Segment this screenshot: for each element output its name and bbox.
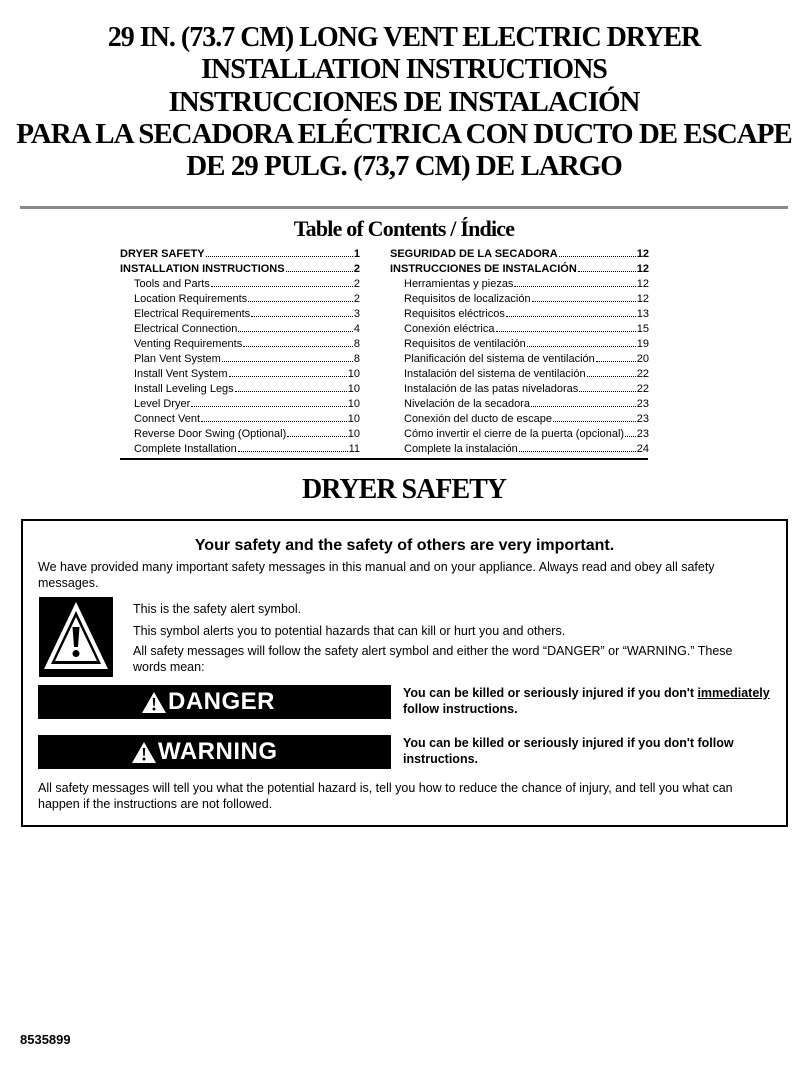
toc-entry-label: Plan Vent System — [134, 353, 221, 365]
toc-leader-dots — [222, 360, 353, 362]
toc-entry-page: 19 — [636, 338, 649, 350]
toc-leader-dots — [238, 330, 353, 332]
toc-entry-page: 8 — [353, 338, 360, 350]
safety-message-box — [21, 519, 788, 827]
toc-leader-dots — [532, 300, 636, 302]
toc-entry-page: 22 — [636, 383, 649, 395]
toc-entry[interactable] — [120, 397, 360, 412]
toc-entry-page: 2 — [353, 293, 360, 305]
toc-leader-dots — [625, 435, 636, 437]
toc-leader-dots — [496, 330, 636, 332]
toc-leader-dots — [243, 345, 353, 347]
toc-entry-label: Level Dryer — [134, 398, 191, 410]
toc-leader-dots — [506, 315, 636, 317]
toc-leader-dots — [201, 420, 347, 422]
safety-intro-text: We have provided many important safety messages in this manual and on your appliance. Always read and obey all safety messages. — [38, 560, 715, 590]
toc-leader-dots — [235, 390, 347, 392]
toc-entry-page: 12 — [636, 278, 649, 290]
danger-desc-part2: follow instructions. — [403, 702, 518, 716]
toc-leader-dots — [514, 285, 635, 287]
toc-entry[interactable] — [120, 352, 360, 367]
warning-signal-bar — [38, 735, 391, 769]
toc-entry[interactable] — [120, 382, 360, 397]
title-es-line2: PARA LA SECADORA ELÉCTRICA CON DUCTO DE ESCAPE — [16, 118, 792, 150]
document-title — [0, 22, 808, 182]
toc-entry-page: 2 — [353, 278, 360, 290]
toc-entry[interactable] — [390, 277, 649, 292]
toc-leader-dots — [527, 345, 636, 347]
toc-entry-page: 12 — [636, 263, 649, 275]
toc-entry-label: Conexión del ducto de escape — [404, 413, 552, 425]
toc-entry-page: 23 — [636, 413, 649, 425]
toc-entry-label: Herramientas y piezas — [404, 278, 514, 290]
toc-leader-dots — [287, 435, 347, 437]
toc-entry[interactable] — [120, 292, 360, 307]
toc-entry-label: Install Leveling Legs — [134, 383, 234, 395]
toc-entry-page: 1 — [353, 248, 360, 260]
toc-entry-page: 10 — [347, 368, 360, 380]
toc-entry-label: Conexión eléctrica — [404, 323, 495, 335]
toc-entry[interactable] — [120, 442, 360, 457]
title-en-line2: INSTALLATION INSTRUCTIONS — [201, 54, 607, 85]
toc-entry[interactable] — [120, 412, 360, 427]
toc-entry[interactable] — [390, 367, 649, 382]
toc-entry-label: Electrical Connection — [134, 323, 238, 335]
toc-leader-dots — [559, 255, 636, 257]
toc-entry[interactable] — [390, 247, 649, 262]
toc-leader-dots — [248, 300, 353, 302]
toc-entry-label: Reverse Door Swing (Optional) — [134, 428, 287, 440]
toc-leader-dots — [238, 450, 348, 452]
danger-alert-icon — [142, 692, 166, 713]
toc-entry-label: Nivelación de la secadora — [404, 398, 530, 410]
toc-entry-page: 10 — [347, 428, 360, 440]
toc-leader-dots — [211, 285, 353, 287]
toc-entry-page: 12 — [636, 293, 649, 305]
toc-entry-page: 2 — [353, 263, 360, 275]
danger-desc-emphasis: immediately — [697, 686, 770, 700]
toc-entry[interactable] — [390, 292, 649, 307]
toc-entry-label: Tools and Parts — [134, 278, 210, 290]
toc-leader-dots — [531, 405, 636, 407]
toc-entry-label: Instalación del sistema de ventilación — [404, 368, 586, 380]
toc-entry[interactable] — [390, 412, 649, 427]
title-divider — [20, 206, 788, 209]
toc-entry-label: INSTALLATION INSTRUCTIONS — [120, 263, 285, 275]
toc-spanish-column — [390, 247, 649, 457]
danger-signal-bar — [38, 685, 391, 719]
toc-entry-label: Complete la instalación — [404, 443, 518, 455]
toc-leader-dots — [206, 255, 353, 257]
toc-entry-label: INSTRUCCIONES DE INSTALACIÓN — [390, 263, 577, 275]
danger-description — [403, 685, 783, 717]
toc-entry[interactable] — [390, 337, 649, 352]
toc-entry-page: 11 — [348, 443, 360, 455]
toc-entry-page: 8 — [353, 353, 360, 365]
symbol-description-3: All safety messages will follow the safety alert symbol and either the word “DANGER” or “WARNING.” These words mean: — [133, 644, 733, 674]
toc-entry-label: Requisitos eléctricos — [404, 308, 505, 320]
toc-entry-label: Requisitos de ventilación — [404, 338, 526, 350]
toc-entry[interactable] — [390, 427, 649, 442]
toc-entry-page: 13 — [636, 308, 649, 320]
toc-divider — [120, 458, 648, 460]
toc-entry-page: 24 — [636, 443, 649, 455]
toc-entry-label: Venting Requirements — [134, 338, 243, 350]
toc-entry-page: 10 — [347, 383, 360, 395]
toc-entry-label: Planificación del sistema de ventilación — [404, 353, 595, 365]
toc-heading: Table of Contents / Índice — [293, 216, 515, 241]
title-es-line1: INSTRUCCIONES DE INSTALACIÓN — [168, 86, 640, 118]
toc-leader-dots — [519, 450, 636, 452]
toc-entry-page: 23 — [636, 398, 649, 410]
toc-entry-label: Complete Installation — [134, 443, 237, 455]
toc-entry[interactable] — [390, 397, 649, 412]
dryer-safety-heading: DRYER SAFETY — [301, 474, 507, 505]
toc-entry[interactable] — [120, 247, 360, 262]
toc-entry-label: SEGURIDAD DE LA SECADORA — [390, 248, 558, 260]
toc-leader-dots — [229, 375, 347, 377]
toc-entry[interactable] — [390, 307, 649, 322]
toc-english-column — [120, 247, 360, 457]
toc-entry-page: 10 — [347, 398, 360, 410]
toc-entry[interactable] — [120, 277, 360, 292]
toc-leader-dots — [587, 375, 636, 377]
toc-entry-label: Requisitos de localización — [404, 293, 531, 305]
toc-entry-label: DRYER SAFETY — [120, 248, 205, 260]
warning-alert-icon — [132, 742, 156, 763]
toc-entry-label: Install Vent System — [134, 368, 228, 380]
toc-entry-page: 12 — [636, 248, 649, 260]
toc-entry-label: Connect Vent — [134, 413, 201, 425]
toc-entry[interactable] — [390, 352, 649, 367]
toc-entry[interactable] — [390, 322, 649, 337]
danger-word: DANGER — [168, 688, 276, 715]
toc-leader-dots — [251, 315, 353, 317]
warning-description: You can be killed or seriously injured if you don't follow instructions. — [403, 736, 734, 766]
toc-entry[interactable] — [120, 262, 360, 277]
toc-entry[interactable] — [390, 262, 649, 277]
toc-entry[interactable] — [120, 367, 360, 382]
safety-closing-text: All safety messages will tell you what the potential hazard is, tell you how to reduce the chance of injury, and tell you what can happen if the instructions are not followed. — [38, 781, 733, 811]
part-number: 8535899 — [20, 1032, 71, 1047]
danger-desc-part1: You can be killed or seriously injured if you don't — [403, 686, 698, 700]
toc-leader-dots — [286, 270, 353, 272]
toc-entry-page: 4 — [353, 323, 360, 335]
toc-entry[interactable] — [390, 442, 649, 457]
toc-entry-label: Cómo invertir el cierre de la puerta (opcional) — [404, 428, 625, 440]
toc-leader-dots — [596, 360, 636, 362]
toc-entry[interactable] — [120, 322, 360, 337]
safety-box-heading: Your safety and the safety of others are very important. — [194, 537, 615, 554]
symbol-description-2: This symbol alerts you to potential hazards that can kill or hurt you and others. — [133, 624, 566, 638]
toc-leader-dots — [553, 420, 636, 422]
toc-entry[interactable] — [390, 382, 649, 397]
toc-entry-page: 22 — [636, 368, 649, 380]
toc-entry-page: 3 — [353, 308, 360, 320]
toc-entry[interactable] — [120, 307, 360, 322]
toc-entry[interactable] — [120, 337, 360, 352]
toc-entry-page: 15 — [636, 323, 649, 335]
safety-alert-icon — [39, 597, 113, 677]
toc-entry-label: Electrical Requirements — [134, 308, 251, 320]
toc-entry-label: Location Requirements — [134, 293, 248, 305]
warning-word: WARNING — [158, 738, 278, 765]
toc-entry-page: 10 — [347, 413, 360, 425]
title-en-line1: 29 IN. (73.7 CM) LONG VENT ELECTRIC DRYER — [107, 22, 701, 53]
toc-entry-page: 20 — [636, 353, 649, 365]
toc-leader-dots — [578, 270, 636, 272]
title-es-line3: DE 29 PULG. (73,7 CM) DE LARGO — [186, 150, 622, 182]
toc-entry-page: 23 — [636, 428, 649, 440]
toc-entry-label: Instalación de las patas niveladoras — [404, 383, 579, 395]
toc-entry[interactable] — [120, 427, 360, 442]
toc-leader-dots — [191, 405, 347, 407]
toc-leader-dots — [579, 390, 635, 392]
symbol-description-1: This is the safety alert symbol. — [133, 602, 302, 616]
